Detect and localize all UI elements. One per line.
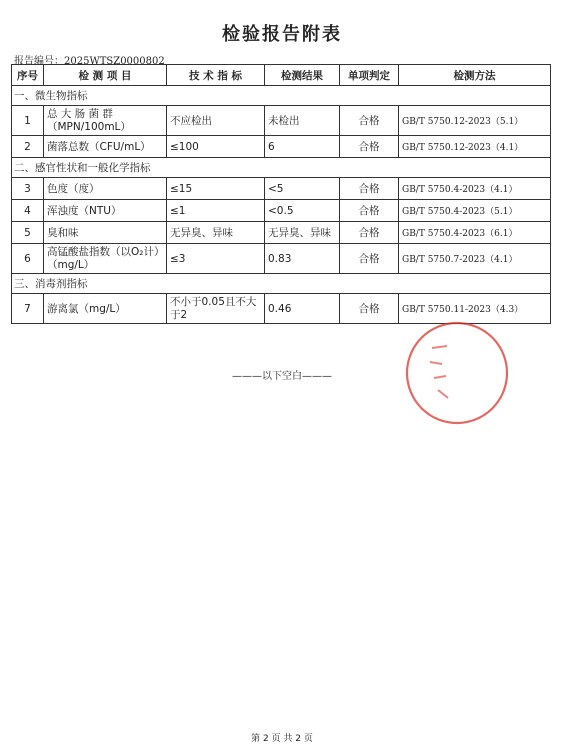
page-title: 检验报告附表 — [222, 24, 342, 45]
cell-method: GB/T 5750.12-2023（4.1） — [399, 136, 551, 158]
cell-result: <0.5 — [265, 200, 340, 222]
table-row — [12, 106, 551, 136]
cell-no: 3 — [12, 178, 44, 200]
cell-verdict: 合格 — [340, 106, 399, 136]
report-number-value: 2025WTSZ0000802 — [64, 56, 165, 67]
cell-method: GB/T 5750.4-2023（4.1） — [399, 178, 551, 200]
cell-spec: ≤1 — [167, 200, 265, 222]
cell-verdict: 合格 — [340, 222, 399, 244]
cell-method: GB/T 5750.12-2023（5.1） — [399, 106, 551, 136]
cell-no: 7 — [12, 294, 44, 324]
cell-method: GB/T 5750.4-2023（5.1） — [399, 200, 551, 222]
report-number-label: 报告编号： — [14, 56, 64, 67]
cell-spec: ≤3 — [167, 244, 265, 274]
table-header-row — [12, 65, 551, 86]
cell-method: GB/T 5750.7-2023（4.1） — [399, 244, 551, 274]
cell-result: 0.46 — [265, 294, 340, 324]
cell-result: 未检出 — [265, 106, 340, 136]
official-seal-stamp — [402, 318, 512, 428]
header-item: 检 测 项 目 — [44, 65, 167, 86]
cell-method: GB/T 5750.11-2023（4.3） — [399, 294, 551, 324]
cell-no: 6 — [12, 244, 44, 274]
cell-method: GB/T 5750.4-2023（6.1） — [399, 222, 551, 244]
cell-result: <5 — [265, 178, 340, 200]
cell-item: 总 大 肠 菌 群（MPN/100mL） — [44, 106, 167, 136]
blank-below-note: ———以下空白——— — [232, 371, 332, 382]
page-footer: 第 2 页 共 2 页 — [251, 734, 313, 744]
cell-no: 2 — [12, 136, 44, 158]
cell-item: 高锰酸盐指数（以O₂计）（mg/L） — [44, 244, 167, 274]
header-no: 序号 — [12, 65, 44, 86]
header-result: 检测结果 — [265, 65, 340, 86]
cell-no: 1 — [12, 106, 44, 136]
cell-item: 色度（度） — [44, 178, 167, 200]
cell-result: 无异臭、异味 — [265, 222, 340, 244]
header-verdict: 单项判定 — [340, 65, 399, 86]
table-row — [12, 222, 551, 244]
cell-item: 游离氯（mg/L） — [44, 294, 167, 324]
cell-spec: ≤100 — [167, 136, 265, 158]
header-method: 检测方法 — [399, 65, 551, 86]
cell-verdict: 合格 — [340, 294, 399, 324]
results-table — [11, 64, 551, 324]
cell-verdict: 合格 — [340, 244, 399, 274]
cell-verdict: 合格 — [340, 136, 399, 158]
table-row — [12, 244, 551, 274]
section-title: 二、感官性状和一般化学指标 — [12, 158, 551, 178]
cell-spec: 不应检出 — [167, 106, 265, 136]
cell-verdict: 合格 — [340, 178, 399, 200]
cell-item: 浑浊度（NTU） — [44, 200, 167, 222]
table-row — [12, 136, 551, 158]
cell-spec: 无异臭、异味 — [167, 222, 265, 244]
table-row — [12, 178, 551, 200]
cell-no: 5 — [12, 222, 44, 244]
section-title: 三、消毒剂指标 — [12, 274, 551, 294]
cell-result: 6 — [265, 136, 340, 158]
cell-spec: 不小于0.05且不大于2 — [167, 294, 265, 324]
header-spec: 技 术 指 标 — [167, 65, 265, 86]
cell-spec: ≤15 — [167, 178, 265, 200]
cell-item: 臭和味 — [44, 222, 167, 244]
cell-result: 0.83 — [265, 244, 340, 274]
cell-verdict: 合格 — [340, 200, 399, 222]
cell-item: 菌落总数（CFU/mL） — [44, 136, 167, 158]
table-row — [12, 200, 551, 222]
cell-no: 4 — [12, 200, 44, 222]
section-title: 一、微生物指标 — [12, 86, 551, 106]
